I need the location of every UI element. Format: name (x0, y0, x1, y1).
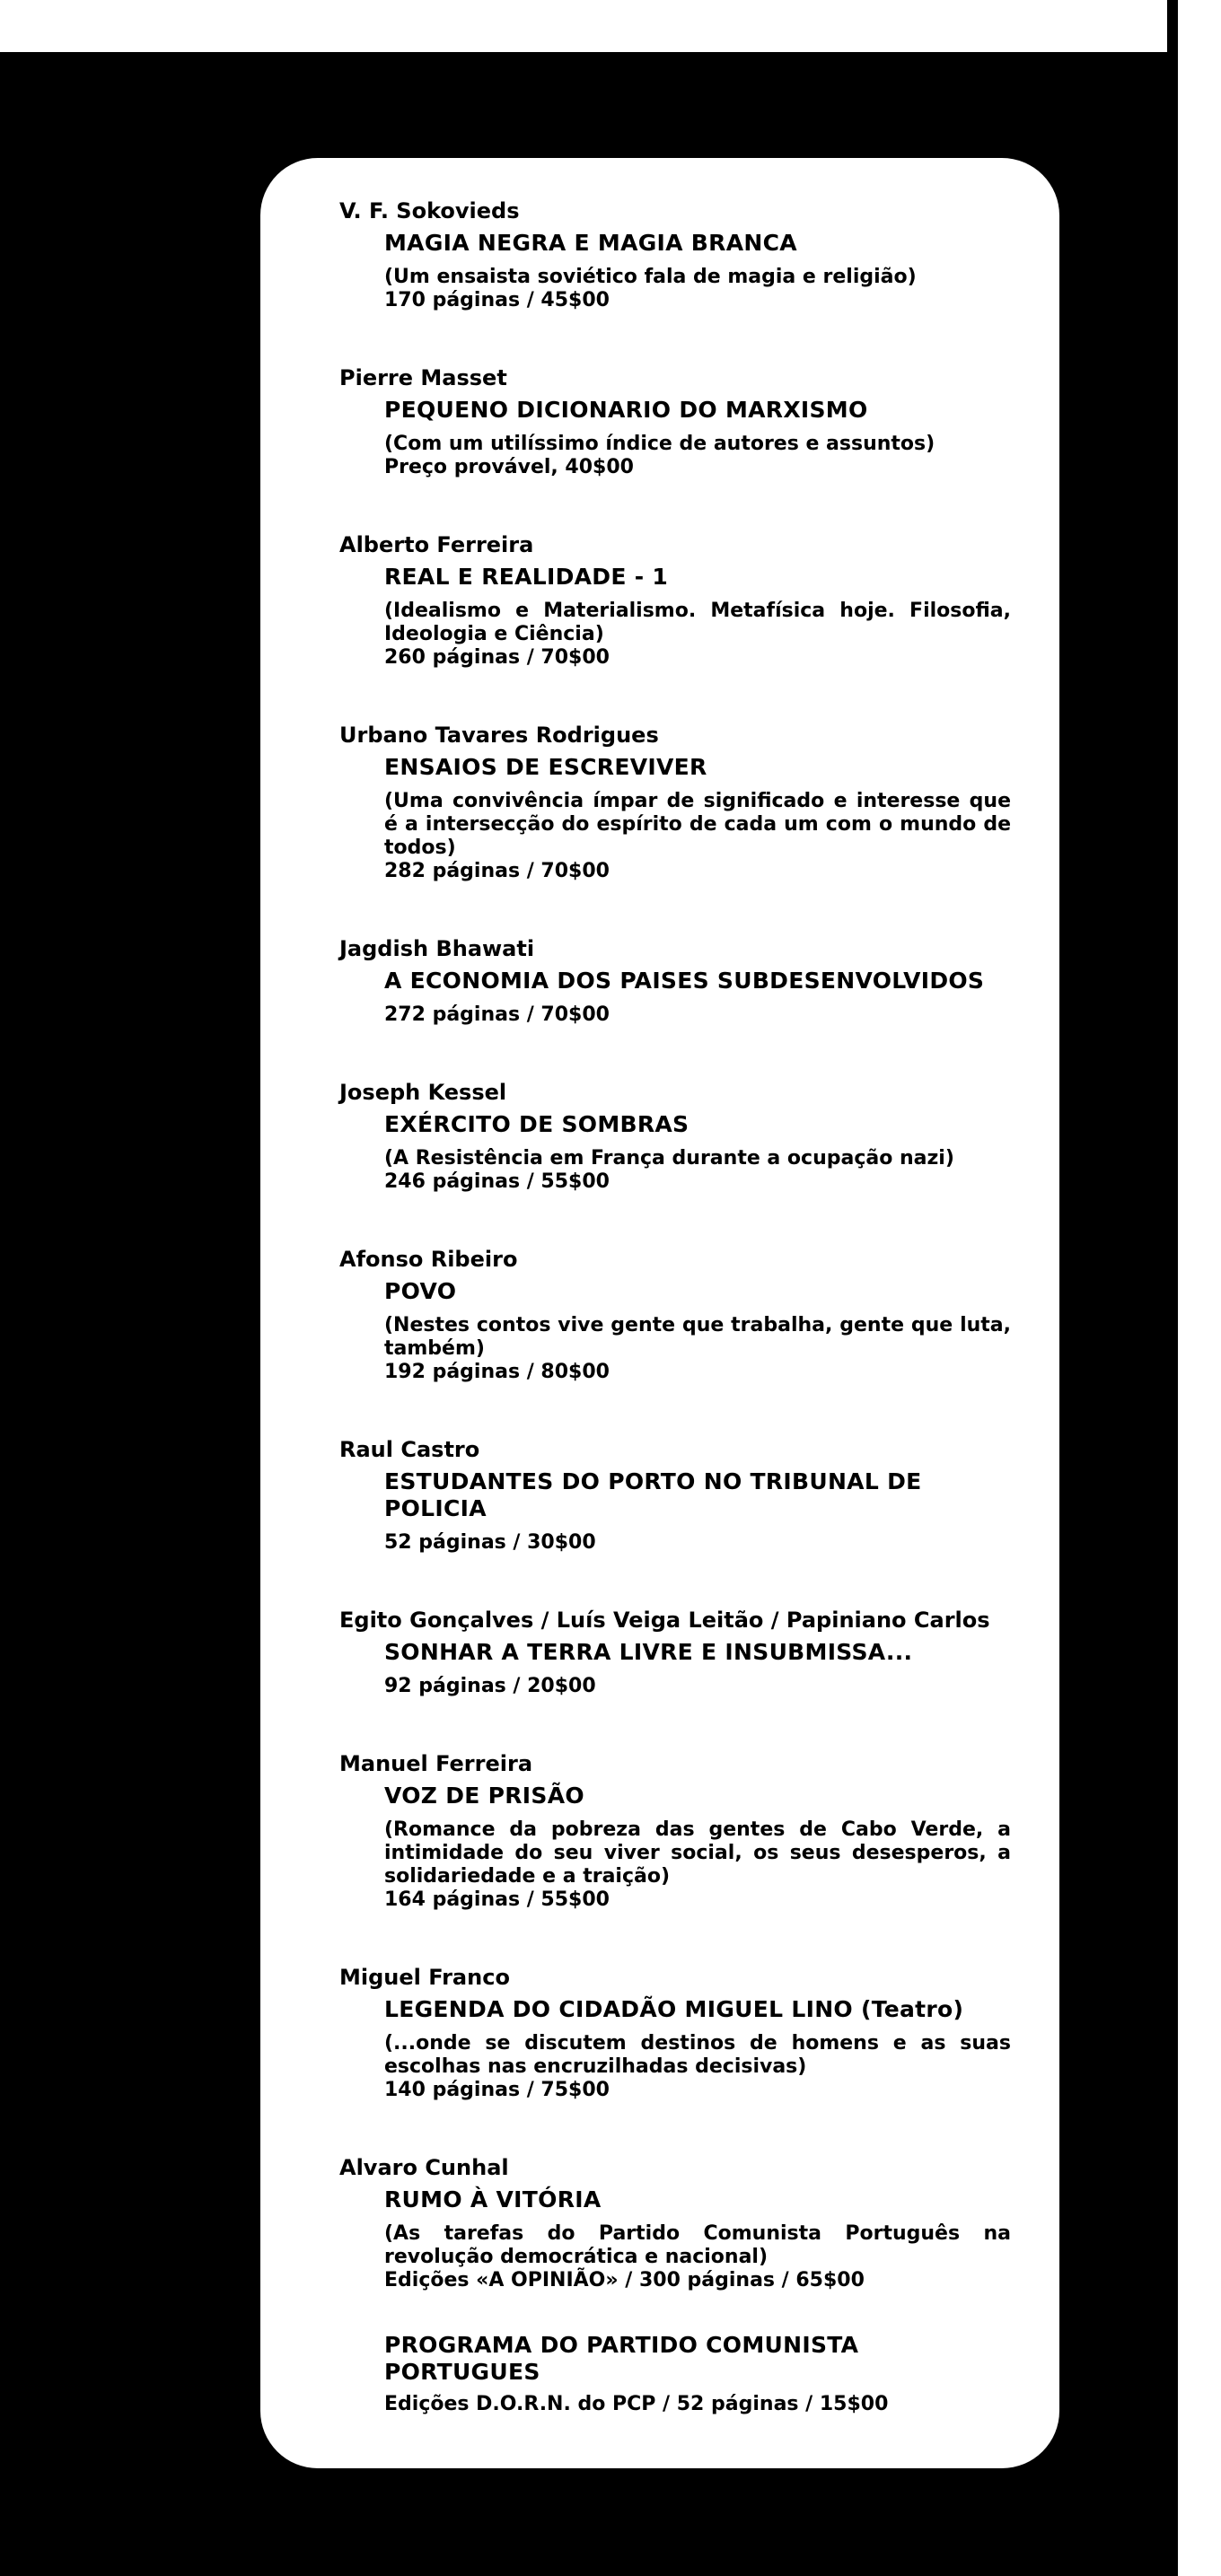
book-author: Urbano Tavares Rodrigues (339, 723, 659, 748)
book-author: Alvaro Cunhal (339, 2155, 509, 2180)
book-author: Manuel Ferreira (339, 1751, 533, 1776)
book-title: MAGIA NEGRA E MAGIA BRANCA (384, 230, 797, 256)
book-title: RUMO À VITÓRIA (384, 2186, 602, 2212)
book-details (339, 1783, 1011, 1912)
book-author: V. F. Sokovieds (339, 198, 520, 223)
book-meta: Edições «A OPINIÃO» / 300 páginas / 65$00 (384, 2269, 865, 2291)
book-title: SONHAR A TERRA LIVRE E INSUBMISSA... (384, 1639, 913, 1665)
book-meta: 272 páginas / 70$00 (384, 1003, 610, 1026)
book-entry (339, 1750, 1011, 1912)
publication-title: ESTATUTOS DO PARTIDO COMUNISTA PORTUGUES (384, 2466, 858, 2519)
book-details (339, 564, 1011, 670)
book-description: (As tarefas do Partido Comunista Português na revolução democrática e nacional) (384, 2222, 1011, 2268)
book-title: LEGENDA DO CIDADÃO MIGUEL LINO (Teatro) (384, 1996, 964, 2022)
book-details (339, 1468, 1011, 1555)
book-meta: 282 páginas / 70$00 (384, 860, 610, 882)
book-entry (339, 531, 1011, 670)
book-description: (Nestes contos vive gente que trabalha, gente que luta, também) (384, 1314, 1011, 1360)
book-description: (Uma convivência ímpar de significado e interesse que é a intersecção do espírito de cada um com o mundo de todos) (384, 790, 1011, 859)
book-title: ESTUDANTES DO PORTO NO TRIBUNAL DE POLICIA (384, 1468, 922, 1521)
book-details (339, 1996, 1011, 2102)
book-meta: 164 páginas / 55$00 (384, 1888, 610, 1911)
page-right-margin (1178, 0, 1221, 2576)
book-details (339, 754, 1011, 883)
book-meta: 140 páginas / 75$00 (384, 2079, 610, 2101)
book-meta: 260 páginas / 70$00 (384, 646, 610, 669)
book-details (339, 1639, 1011, 1698)
page-top-margin (0, 0, 1167, 52)
book-entry (339, 1607, 1011, 1698)
book-description: (A Resistência em França durante a ocupação nazi) (384, 1147, 954, 1170)
book-title: REAL E REALIDADE - 1 (384, 564, 669, 590)
book-meta: 170 páginas / 45$00 (384, 289, 610, 311)
book-author: Afonso Ribeiro (339, 1247, 518, 1272)
book-author: Raul Castro (339, 1437, 480, 1462)
book-entry (339, 935, 1011, 1027)
publication-title: PROGRAMA DO PARTIDO COMUNISTA PORTUGUES (384, 2332, 859, 2385)
book-title: POVO (384, 1278, 457, 1304)
book-title: VOZ DE PRISÃO (384, 1783, 584, 1809)
book-title: ENSAIOS DE ESCREVIVER (384, 754, 707, 780)
book-details (339, 1111, 1011, 1194)
book-entry (339, 364, 1011, 479)
book-entry (339, 1436, 1011, 1555)
party-publication-entry (339, 2332, 1011, 2416)
book-description: (Um ensaista soviético fala de magia e religião) (384, 266, 917, 288)
book-entry (339, 722, 1011, 883)
book-description: (Idealismo e Materialismo. Metafísica hoje. Filosofia, Ideologia e Ciência) (384, 600, 1011, 645)
book-details (339, 1278, 1011, 1384)
book-meta: Preço provável, 40$00 (384, 456, 634, 478)
book-author: Miguel Franco (339, 1965, 510, 1990)
book-entry (339, 197, 1011, 312)
book-meta: 92 páginas / 20$00 (384, 1675, 596, 1697)
publication-meta: Edições D.O.R.N. do PCP / 16 páginas / 5$00 (384, 2528, 875, 2550)
book-author: Egito Gonçalves / Luís Veiga Leitão / Papiniano Carlos (339, 1608, 990, 1633)
book-details (339, 968, 1011, 1027)
book-author: Pierre Masset (339, 365, 507, 390)
book-meta: 192 páginas / 80$00 (384, 1361, 610, 1383)
book-meta: 246 páginas / 55$00 (384, 1170, 610, 1193)
book-details (339, 2186, 1011, 2292)
book-entry (339, 1246, 1011, 1384)
book-entry (339, 2154, 1011, 2292)
book-description: (Com um utilíssimo índice de autores e assuntos) (384, 433, 936, 455)
book-entry (339, 1964, 1011, 2102)
book-list-card (260, 158, 1059, 2550)
book-details (339, 397, 1011, 479)
book-description: (...onde se discutem destinos de homens e as suas escolhas nas encruzilhadas decisivas) (384, 2032, 1011, 2078)
book-title: A ECONOMIA DOS PAISES SUBDESENVOLVIDOS (384, 968, 985, 994)
book-author: Joseph Kessel (339, 1080, 507, 1105)
book-description: (Romance da pobreza das gentes de Cabo Verde, a intimidade do seu viver social, os seus desesperos, a solidariedade e a traição) (384, 1818, 1011, 1888)
book-title: EXÉRCITO DE SOMBRAS (384, 1111, 690, 1137)
party-publication-entry (339, 2466, 1011, 2551)
book-entry (339, 1079, 1011, 1194)
publication-meta: Edições D.O.R.N. do PCP / 52 páginas / 15$00 (384, 2393, 889, 2415)
book-meta: 52 páginas / 30$00 (384, 1531, 596, 1554)
book-details (339, 230, 1011, 312)
book-title: PEQUENO DICIONARIO DO MARXISMO (384, 397, 868, 423)
book-author: Jagdish Bhawati (339, 936, 535, 961)
book-author: Alberto Ferreira (339, 532, 534, 557)
